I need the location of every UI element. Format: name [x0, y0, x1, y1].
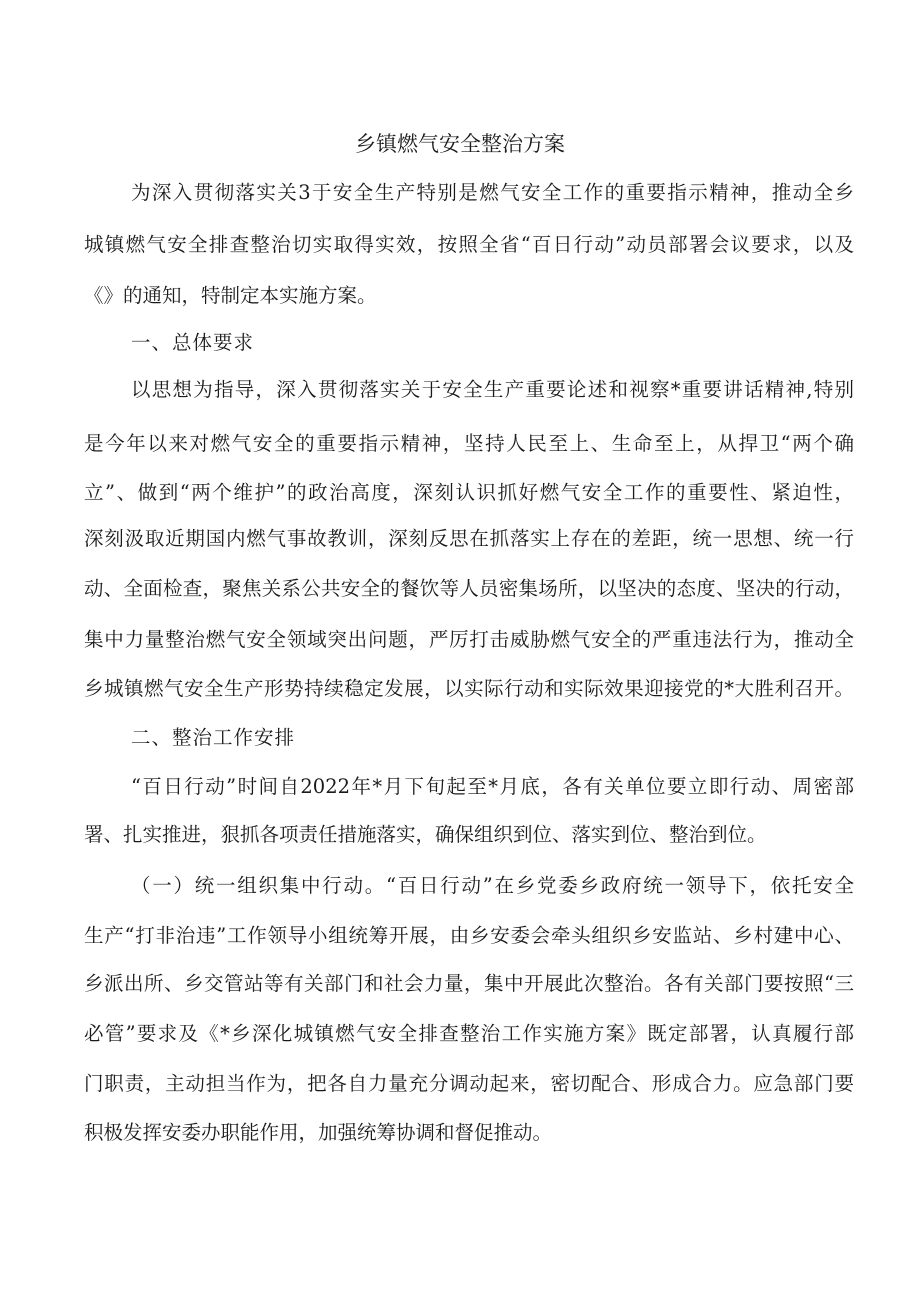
paragraph-1-line-3: 《》的通知，特制定本实施方案。 — [84, 284, 377, 307]
paragraph-1-line-2: 城镇燃气安全排查整治切实取得实效，按照全省“百日行动”动员部署会议要求，以及 — [84, 233, 854, 256]
paragraph-2-line-6: 集中力量整治燃气安全领域突出问题，严厉打击威胁燃气安全的严重违法行为，推动全 — [84, 628, 854, 651]
paragraph-1-line-1: 为深入贯彻落实关3于安全生产特别是燃气安全工作的重要指示精神，推动全乡 — [131, 181, 854, 204]
paragraph-3-line-1: “百日行动”时间自2022年*月下旬起至*月底，各有关单位要立即行动、周密部 — [131, 775, 854, 798]
document-title: 乡镇燃气安全整治方案 — [355, 132, 565, 156]
paragraph-2-line-2: 是今年以来对燃气安全的重要指示精神，坚持人民至上、生命至上，从捍卫“两个确 — [84, 432, 854, 455]
paragraph-4-line-2: 生产“打非治违”工作领导小组统筹开展，由乡安委会牵头组织乡安监站、乡村建中心、 — [84, 924, 854, 947]
paragraph-4-line-1: （一）统一组织集中行动。“百日行动”在乡党委乡政府统一领导下，依托安全 — [131, 874, 854, 897]
paragraph-2-line-1: 以思想为指导，深入贯彻落实关于安全生产重要论述和视察*重要讲话精神,特别 — [131, 378, 854, 401]
paragraph-4-line-5: 门职责，主动担当作为，把各自力量充分调动起来，密切配合、形成合力。应急部门要 — [84, 1072, 854, 1095]
section-heading-1: 一、总体要求 — [131, 331, 255, 354]
paragraph-2-line-3: 立”、做到“两个维护”的政治高度，深刻认识抓好燃气安全工作的重要性、紧迫性， — [84, 481, 854, 504]
paragraph-2-line-5: 动、全面检查，聚焦关系公共安全的餐饮等人员密集场所，以坚决的态度、坚决的行动， — [84, 577, 854, 600]
paragraph-2-line-4: 深刻汲取近期国内燃气事故教训，深刻反思在抓落实上存在的差距，统一思想、统一行 — [84, 527, 854, 550]
paragraph-4-line-6: 积极发挥安委办职能作用，加强统筹协调和督促推动。 — [84, 1121, 553, 1144]
paragraph-2-line-7: 乡城镇燃气安全生产形势持续稳定发展，以实际行动和实际效果迎接党的*大胜利召开。 — [84, 677, 854, 700]
section-heading-2: 二、整治工作安排 — [131, 726, 296, 749]
paragraph-3-line-2: 署、扎实推进，狠抓各项责任措施落实，确保组织到位、落实到位、整治到位。 — [84, 823, 767, 846]
paragraph-4-line-4: 必管”要求及《*乡深化城镇燃气安全排查整治工作实施方案》既定部署，认真履行部 — [84, 1022, 854, 1045]
paragraph-4-line-3: 乡派出所、乡交管站等有关部门和社会力量，集中开展此次整治。各有关部门要按照“三 — [84, 972, 854, 995]
